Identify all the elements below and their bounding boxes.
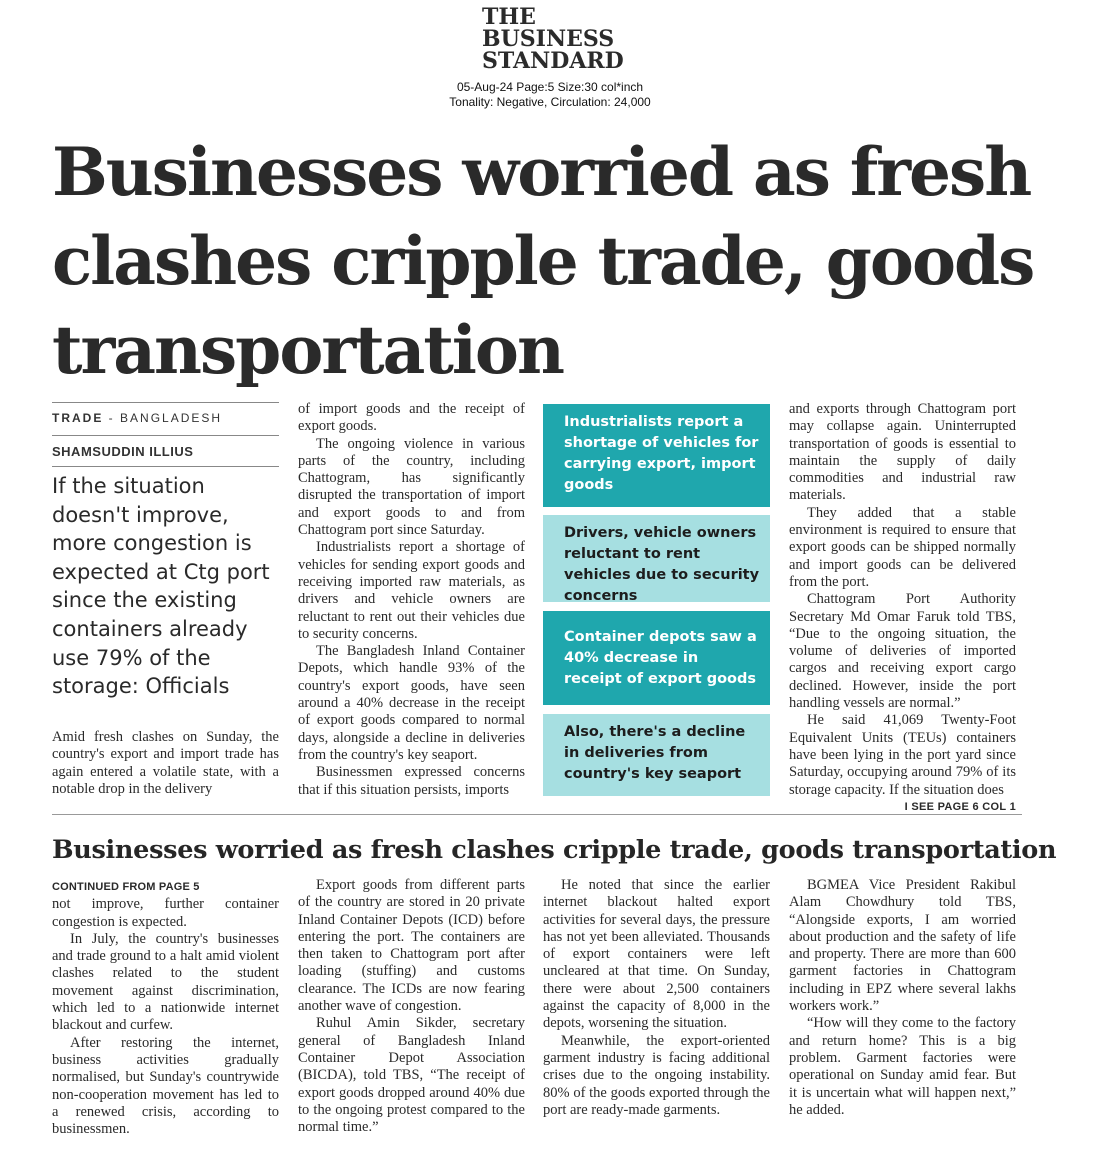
continuation-headline: Businesses worried as fresh clashes cripple trade, goods transportation	[52, 835, 1057, 865]
paragraph: In July, the country's businesses and trade ground to a halt amid violent clashes related to the student movement against discrimination, which led to a nationwide internet blackout and curfew.	[52, 930, 279, 1034]
kicker-separator: -	[103, 411, 121, 425]
continuation-column-3	[543, 877, 770, 1119]
kicker-subsection: BANGLADESH	[120, 411, 223, 425]
article-column-2	[298, 401, 525, 799]
continuation-column-1	[52, 878, 279, 1138]
paragraph: “How will they come to the factory and return home? This is a big problem. Garment factories were operational on Sunday amid fear. But it is uncertain what will happen next,” he added.	[789, 1015, 1016, 1118]
main-headline: Businesses worried as fresh clashes cripple trade, goods transportation	[52, 133, 1034, 389]
paragraph: After restoring the internet, business activities gradually normalised, but Sunday's countrywide non-cooperation movement has led to a renewed crisis, according to businessmen.	[52, 1034, 279, 1138]
article-column-4	[789, 401, 1016, 816]
continuation-column-2	[298, 877, 525, 1136]
paragraph-text: He said 41,069 Twenty-Foot Equivalent Units (TEUs) containers have been lying in the port yard since Saturday, occupying around 79% of its storage capacity. If the situation does	[789, 712, 1016, 798]
paragraph: He noted that since the earlier internet blackout halted export activities for several days, the pressure has not yet been alleviated. Thousands of export containers were left uncleared at that time. On Sunday, there were about 2,500 containers against the capacity of 8,000 in the depots, worsening the situation.	[543, 877, 770, 1032]
kicker-section: TRADE	[52, 411, 104, 425]
highlight-box-3: Container depots saw a 40% decrease in receipt of export goods	[543, 611, 770, 705]
masthead-line-2: BUSINESS	[482, 26, 615, 52]
section-divider	[52, 814, 1022, 815]
paragraph: Chattogram Port Authority Secretary Md Omar Faruk told TBS, “Due to the ongoing situation, the volume of deliveries of imported cargos and receiving export cargo declined. However, inside the port handling vessels are normal.”	[789, 591, 1016, 712]
paragraph: Industrialists report a shortage of vehicles for sending export goods and receiving imported raw materials, as drivers and vehicle owners are reluctant to rent out their vehicles due to security concerns.	[298, 539, 525, 642]
paragraph: They added that a stable environment is required to ensure that export goods can be shipped normally and import goods can be delivered from the port.	[789, 504, 1016, 590]
highlight-box-1: Industrialists report a shortage of vehicles for carrying export, import goods	[543, 404, 770, 507]
masthead-logo	[482, 6, 622, 72]
highlight-box-2: Drivers, vehicle owners reluctant to rent vehicles due to security concerns	[543, 515, 770, 602]
clip-meta-line-1: 05-Aug-24 Page:5 Size:30 col*inch	[456, 80, 644, 94]
paragraph: Amid fresh clashes on Sunday, the country's export and import trade has again entered a volatile state, with a notable drop in the delivery	[52, 729, 279, 797]
masthead-line-3: STANDARD	[482, 48, 624, 74]
byline: SHAMSUDDIN ILLIUS	[52, 435, 279, 467]
paragraph: Businessmen expressed concerns that if this situation persists, imports	[298, 764, 525, 798]
article-column-1	[52, 729, 279, 798]
paragraph: of import goods and the receipt of export goods.	[298, 401, 525, 435]
paragraph: BGMEA Vice President Rakibul Alam Chowdhury told TBS, “Alongside exports, I am worried about production and the safety of life and property. There are more than 600 garment factories in Chattogram including in EPZ where several lakhs workers work.”	[789, 877, 1016, 1015]
section-kicker	[52, 402, 279, 425]
masthead-line-1: THE	[482, 4, 536, 30]
paragraph: Ruhul Amin Sikder, secretary general of Bangladesh Inland Container Depot Association (BICDA), told TBS, “The receipt of export goods dropped around 40% due to the ongoing protest compared to the normal time.”	[298, 1015, 525, 1136]
continued-from-label	[52, 878, 279, 896]
highlight-box-4: Also, there's a decline in deliveries from country's key seaport	[543, 714, 770, 796]
continued-label-text: CONTINUED FROM PAGE 5	[52, 881, 200, 893]
paragraph: The ongoing violence in various parts of the country, including Chattogram, has significantly disrupted the transportation of import and export goods to and from Chattogram port since Saturday.	[298, 435, 525, 539]
paragraph: not improve, further container congestion is expected.	[52, 896, 279, 930]
clip-meta-line-2: Tonality: Negative, Circulation: 24,000	[449, 95, 651, 109]
see-page-jump: I SEE PAGE 6 COL 1	[904, 800, 1016, 813]
paragraph: Meanwhile, the export-oriented garment industry is facing additional crises due to the ongoing instability. 80% of the goods exported through the port are ready-made garments.	[543, 1032, 770, 1118]
paragraph: Export goods from different parts of the country are stored in 20 private Inland Container Depots (ICD) before entering the port. The containers are then taken to Chattogram port after loading (stuffing) and customs clearance. The ICDs are now fearing another wave of congestion.	[298, 877, 525, 1015]
continuation-column-4	[789, 877, 1016, 1119]
pull-quote: If the situation doesn't improve, more congestion is expected at Ctg port since the existing containers already use 79% of the storage: Officials	[52, 474, 270, 699]
paragraph: The Bangladesh Inland Container Depots, which handle 93% of the country's export goods, have seen around a 40% decrease in the receipt of export goods compared to normal days, alongside a decline in deliveries from the country's key seaport.	[298, 643, 525, 763]
paragraph: and exports through Chattogram port may collapse again. Uninterrupted transportation of goods is essential to maintain the supply of daily commodities and industrial raw materials.	[789, 401, 1016, 504]
paragraph	[789, 712, 1016, 813]
